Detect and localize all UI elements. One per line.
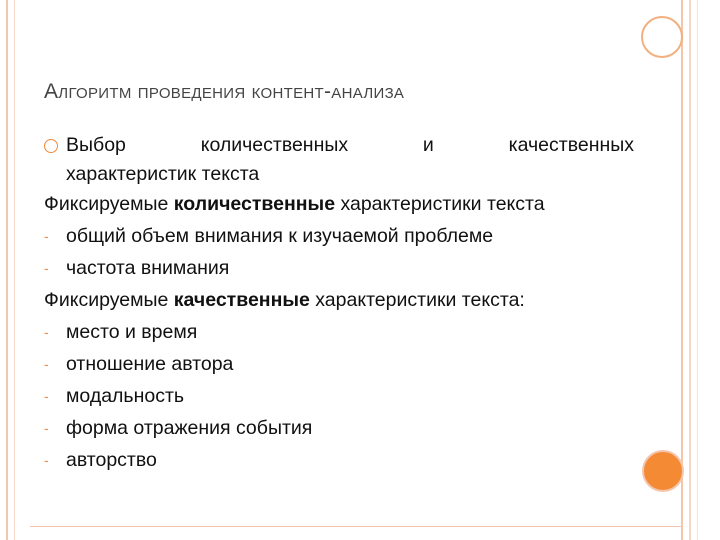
frame-bottom-line [30, 526, 682, 527]
list-item-text: отношение автора [66, 353, 234, 375]
list-item-text: авторство [66, 449, 157, 471]
dash-marker: - [44, 324, 49, 340]
frame-left-line-inner [14, 0, 15, 540]
dash-marker: - [44, 452, 49, 468]
list-item [44, 412, 634, 444]
bullet-item [44, 130, 634, 188]
dash-marker: - [44, 420, 49, 436]
list-item [44, 220, 634, 252]
quantitative-prefix: Фиксируемые [44, 193, 174, 215]
decorative-circle-top [641, 16, 683, 58]
list-item-text: частота внимания [66, 257, 230, 279]
list-item-text: форма отражения события [66, 417, 313, 439]
bullet-text-line2: характеристик текста [66, 163, 260, 185]
qualitative-bold: качественные [173, 289, 310, 311]
frame-right-line-3 [697, 0, 698, 540]
decorative-circle-bottom [642, 450, 684, 492]
qualitative-heading [44, 284, 634, 316]
list-item-text: модальность [66, 385, 185, 407]
list-item [44, 444, 634, 476]
dash-marker: - [44, 228, 49, 244]
qualitative-prefix: Фиксируемые [44, 289, 174, 311]
frame-right-line [681, 0, 683, 540]
list-item [44, 380, 634, 412]
list-item [44, 252, 634, 284]
quantitative-heading [44, 188, 634, 220]
list-item [44, 348, 634, 380]
slide-title: Алгоритм проведения контент-анализа [44, 80, 405, 103]
bullet-text-line1: Выбор количественных и качественных [66, 134, 634, 156]
dash-marker: - [44, 388, 49, 404]
quantitative-suffix: характеристики текста [335, 193, 545, 215]
frame-right-line-2 [689, 0, 691, 540]
quantitative-bold: количественные [173, 193, 336, 215]
list-item-text: общий объем внимания к изучаемой проблеме [66, 225, 494, 247]
list-item-text: место и время [66, 321, 198, 343]
list-item [44, 316, 634, 348]
dash-marker: - [44, 260, 49, 276]
slide-content [44, 130, 634, 476]
dash-marker: - [44, 356, 49, 372]
qualitative-suffix: характеристики текста: [309, 289, 525, 311]
circle-bullet-icon [44, 139, 58, 153]
frame-left-line [6, 0, 8, 540]
